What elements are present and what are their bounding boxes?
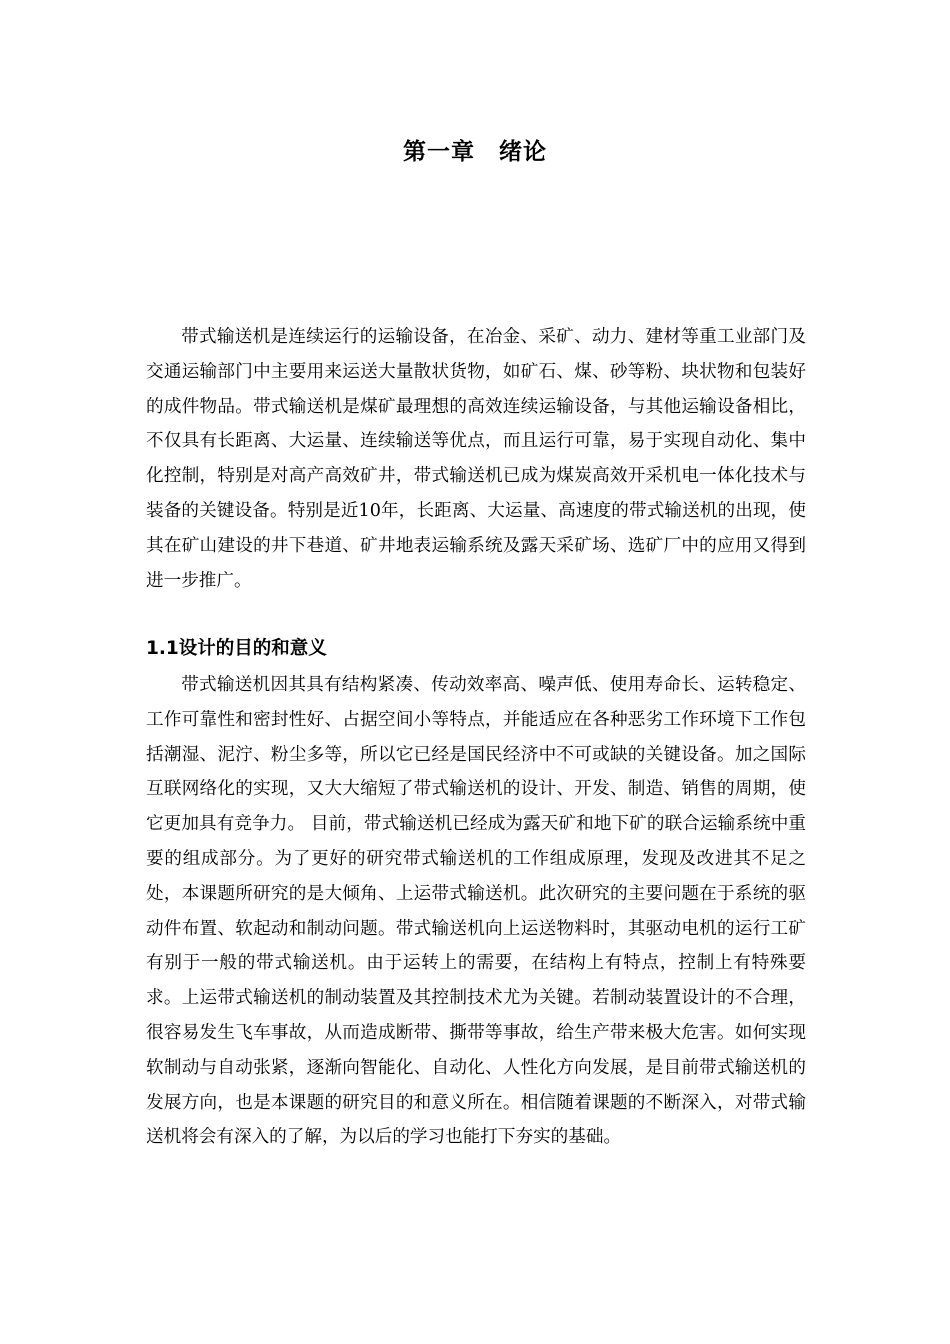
intro-section bbox=[146, 320, 806, 598]
section-body bbox=[146, 668, 806, 1155]
section-heading: 1.1设计的目的和意义 bbox=[146, 638, 327, 659]
section-paragraph: 带式输送机因其具有结构紧凑、传动效率高、噪声低、使用寿命长、运转稳定、工作可靠性和密封性好、占据空间小等特点，并能适应在各种恶劣工作环境下工作包括潮湿、泥泞、粉尘多等，所以它已经是国民经济中不可或缺的关键设备。加之国际互联网络化的实现，又大大缩短了带式输送机的设计、开发、制造、销售的周期，使它更加具有竞争力。 目前，带式输送机已经成为露天矿和地下矿的联合运输系统中重要的组成部分。为了更好的研究带式输送机的工作组成原理，发现及改进其不足之处，本课题所研究的是大倾角、上运带式输送机。此次研究的主要问题在于系统的驱动件布置、软起动和制动问题。带式输送机向上运送物料时，其驱动电机的运行工矿有别于一般的带式输送机。由于运转上的需要，在结构上有特点，控制上有特殊要求。上运带式输送机的制动装置及其控制技术尤为关键。若制动装置设计的不合理，很容易发生飞车事故，从而造成断带、撕带等事故，给生产带来极大危害。如何实现软制动与自动张紧，逐渐向智能化、自动化、人性化方向发展，是目前带式输送机的发展方向，也是本课题的研究目的和意义所在。相信随着课题的不断深入，对带式输送机将会有深入的了解，为以后的学习也能打下夯实的基础。 bbox=[146, 675, 806, 1148]
intro-paragraph: 带式输送机是连续运行的运输设备，在冶金、采矿、动力、建材等重工业部门及交通运输部门中主要用来运送大量散状货物，如矿石、煤、砂等粉、块状物和包装好的成件物品。带式输送机是煤矿最理想的高效连续运输设备，与其他运输设备相比，不仅具有长距离、大运量、连续输送等优点，而且运行可靠，易于实现自动化、集中化控制，特别是对高产高效矿井，带式输送机已成为煤炭高效开采机电一体化技术与装备的关键设备。特别是近10年，长距离、大运量、高速度的带式输送机的出现，使其在矿山建设的井下巷道、矿井地表运输系统及露天采矿场、选矿厂中的应用又得到进一步推广。 bbox=[146, 327, 806, 591]
chapter-title: 第一章 绪论 bbox=[403, 139, 547, 165]
